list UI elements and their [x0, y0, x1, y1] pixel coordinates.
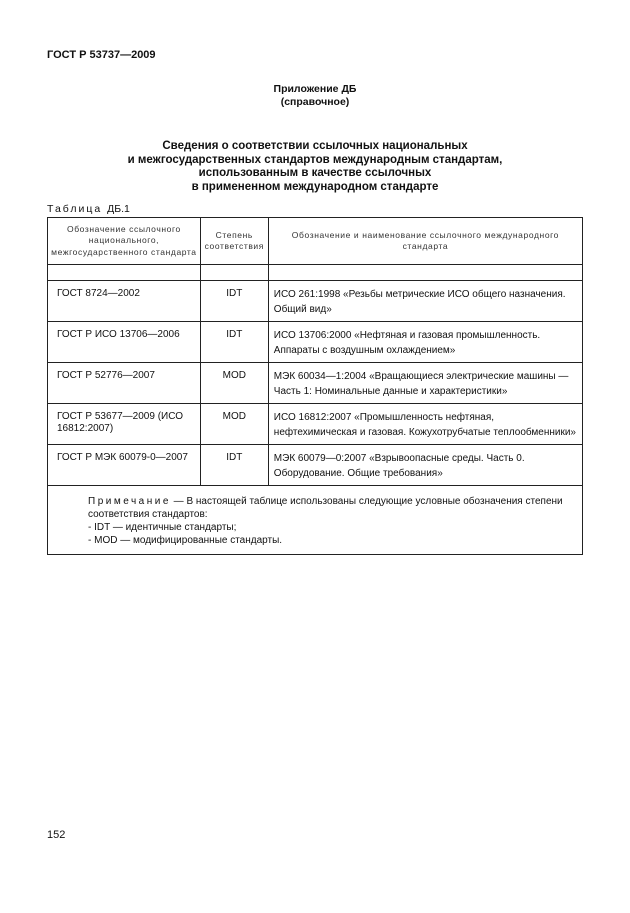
table-note-row — [48, 486, 583, 555]
appendix-title-block — [0, 83, 630, 109]
header-national-standard: Обозначение ссылочного национального, межгосударственного стандарта — [48, 218, 201, 265]
heading-line: в примененном международном стандарте — [191, 180, 439, 193]
heading-line: Сведения о соответствии ссылочных национальных — [162, 140, 468, 152]
table-row — [48, 322, 583, 363]
cell-international: МЭК 60079—0:2007 «Взрывоопасные среды. Часть 0. Оборудование. Общие требования» — [268, 445, 582, 486]
table-label — [47, 203, 130, 215]
table-row — [48, 281, 583, 322]
cell-degree: IDT — [200, 281, 268, 322]
table-row — [48, 404, 583, 445]
header-degree: Степень соответствия — [200, 218, 268, 265]
table-row — [48, 445, 583, 486]
cell-national: ГОСТ Р 53677—2009 (ИСО 16812:2007) — [48, 404, 201, 445]
cell-degree: IDT — [200, 322, 268, 363]
document-code: ГОСТ Р 53737—2009 — [47, 49, 156, 61]
table-note — [48, 486, 583, 555]
cell-national: ГОСТ 8724—2002 — [48, 281, 201, 322]
table-spacer-row — [48, 265, 583, 281]
note-item-idt: - IDT — идентичные стандарты; — [88, 522, 237, 533]
table-label-word: Таблица — [47, 203, 103, 215]
cell-national: ГОСТ Р 52776—2007 — [48, 363, 201, 404]
note-item-mod: - MOD — модифицированные стандарты. — [88, 535, 283, 546]
header-international-standard: Обозначение и наименование ссылочного международного стандарта — [268, 218, 582, 265]
note-label: Примечание — [88, 496, 171, 507]
note-text: — В настоящей таблице использованы следующие условные обозначения степени соответствия стандартов: — [88, 496, 563, 520]
cell-degree: MOD — [200, 363, 268, 404]
section-heading — [0, 140, 630, 194]
cell-national: ГОСТ Р ИСО 13706—2006 — [48, 322, 201, 363]
cell-national: ГОСТ Р МЭК 60079-0—2007 — [48, 445, 201, 486]
cell-degree: IDT — [200, 445, 268, 486]
heading-line: и межгосударственных стандартов международным стандартам, — [127, 153, 503, 166]
appendix-title: Приложение ДБ — [273, 83, 357, 95]
cell-degree: MOD — [200, 404, 268, 445]
cell-international: МЭК 60034—1:2004 «Вращающиеся электрические машины — Часть 1: Номинальные данные и характеристики» — [268, 363, 582, 404]
appendix-subtitle: (справочное) — [280, 96, 350, 108]
page-number: 152 — [47, 829, 66, 841]
heading-line: использованным в качестве ссылочных — [198, 167, 432, 179]
cell-international: ИСО 13706:2000 «Нефтяная и газовая промышленность. Аппараты с воздушным охлаждением» — [268, 322, 582, 363]
cell-international: ИСО 16812:2007 «Промышленность нефтяная, нефтехимическая и газовая. Кожухотрубчатые теплообменники» — [268, 404, 582, 445]
table-label-number: ДБ.1 — [107, 203, 130, 215]
standards-table — [47, 217, 583, 555]
table-row — [48, 363, 583, 404]
table-header-row — [48, 218, 583, 265]
cell-international: ИСО 261:1998 «Резьбы метрические ИСО общего назначения. Общий вид» — [268, 281, 582, 322]
